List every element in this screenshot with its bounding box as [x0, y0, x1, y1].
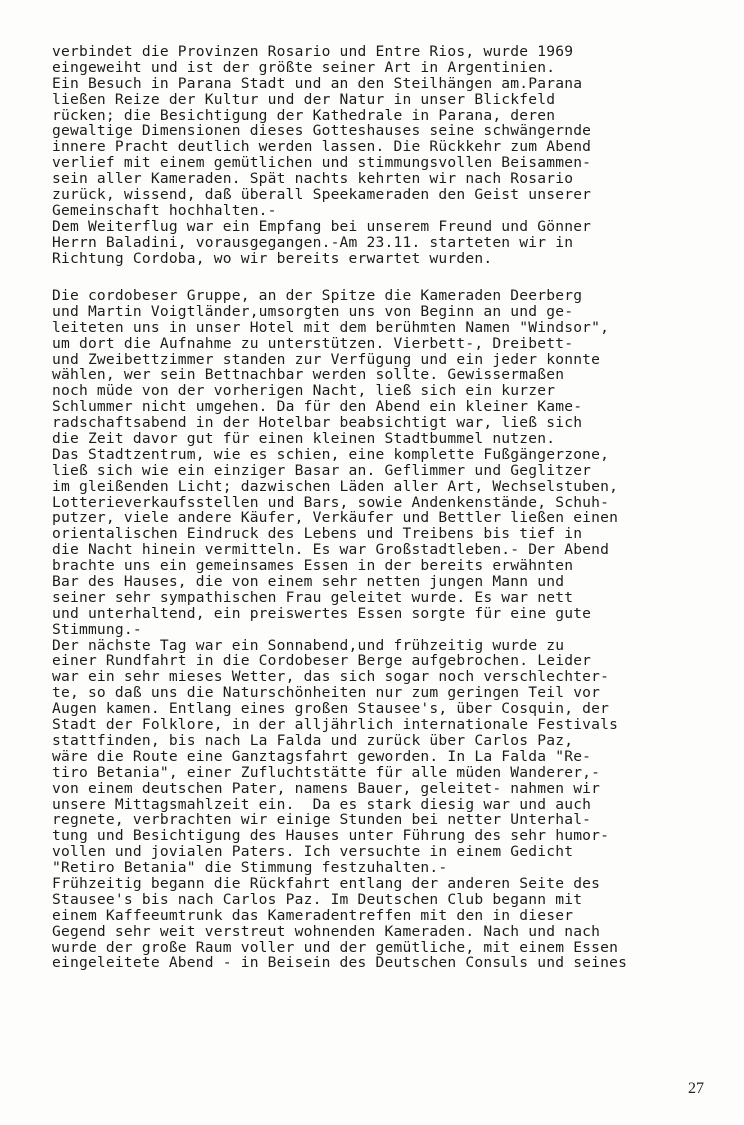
page-number: 27 [688, 1080, 704, 1097]
text-line: von einem deutschen Pater, namens Bauer, geleitet- nahmen wir [52, 779, 601, 797]
text-line: Gegend sehr weit verstreut wohnenden Kameraden. Nach und nach [52, 922, 601, 940]
text-line: zurück, wissend, daß überall Speekameraden den Geist unserer [52, 186, 592, 204]
text-line: Frühzeitig begann die Rückfahrt entlang der anderen Seite des [52, 874, 601, 892]
text-line: rücken; die Besichtigung der Kathedrale in Parana, deren [52, 106, 556, 124]
text-line: Stausee's bis nach Carlos Paz. Im Deutschen Club begann mit [52, 890, 583, 908]
text-line: putzer, viele andere Käufer, Verkäufer und Bettler ließen einen [52, 509, 619, 527]
text-line: wählen, wer sein Bettnachbar werden sollte. Gewissermaßen [52, 366, 565, 384]
text-line: Stadt der Folklore, in der alljährlich internationale Festivals [52, 716, 619, 734]
text-line: Gemeinschaft hochhalten.- [52, 201, 277, 219]
text-line: tung und Besichtigung des Hauses unter Führung des sehr humor- [52, 827, 610, 845]
text-line: Lotterieverkaufsstellen und Bars, sowie Andenkenstände, Schuh- [52, 493, 610, 511]
text-line: verbindet die Provinzen Rosario und Entre Rios, wurde 1969 [52, 43, 574, 60]
text-line: wurde der große Raum voller und der gemütliche, mit einem Essen [52, 938, 619, 956]
text-line: Augen kamen. Entlang eines großen Stausee's, über Cosquin, der [52, 700, 610, 718]
text-line: Stimmung.- [52, 620, 142, 638]
text-line: sein aller Kameraden. Spät nachts kehrten wir nach Rosario [52, 170, 574, 188]
text-line: noch müde von der vorherigen Nacht, ließ sich ein kurzer [52, 382, 556, 400]
paragraph-block-1 [52, 44, 717, 266]
text-line: Bar des Hauses, die von einem sehr netten jungen Mann und [52, 573, 565, 591]
text-line: seiner sehr sympathischen Frau geleitet wurde. Es war nett [52, 588, 574, 606]
text-line: die Nacht hinein vermitteln. Es war Großstadtleben.- Der Abend [52, 541, 610, 559]
text-line: und Martin Voigtländer,umsorgten uns von Beginn an und ge- [52, 302, 574, 320]
text-line: regnete, verbrachten wir einige Stunden bei netter Unterhal- [52, 811, 592, 829]
text-line: einer Rundfahrt in die Cordobeser Berge aufgebrochen. Leider [52, 652, 592, 670]
text-line: unsere Mittagsmahlzeit ein. Da es stark diesig war und auch [52, 795, 592, 813]
text-line: "Retiro Betania" die Stimmung festzuhalten.- [52, 859, 448, 877]
text-line: eingeleitete Abend - in Beisein des Deutschen Consuls und seines [52, 954, 628, 972]
text-line: einem Kaffeeumtrunk das Kameradentreffen mit den in dieser [52, 906, 574, 924]
text-line: vollen und jovialen Paters. Ich versuchte in einem Gedicht [52, 843, 574, 861]
text-line: te, so daß uns die Naturschönheiten nur zum geringen Teil vor [52, 684, 601, 702]
text-line: Die cordobeser Gruppe, an der Spitze die Kameraden Deerberg [52, 287, 583, 304]
text-line: um dort die Aufnahme zu unterstützen. Vierbett-, Dreibett- [52, 334, 574, 352]
text-line: und Zweibettzimmer standen zur Verfügung und ein jeder konnte [52, 350, 601, 368]
text-line: war ein sehr mieses Wetter, das sich sogar noch verschlechter- [52, 668, 610, 686]
text-line: innere Pracht deutlich werden lassen. Die Rückkehr zum Abend [52, 138, 592, 156]
text-line: im gleißenden Licht; dazwischen Läden aller Art, Wechselstuben, [52, 477, 619, 495]
text-line: tiro Betania", einer Zufluchtstätte für alle müden Wanderer,- [52, 763, 601, 781]
text-line: Dem Weiterflug war ein Empfang bei unserem Freund und Gönner [52, 217, 592, 235]
text-line: ließen Reize der Kultur und der Natur in unser Blickfeld [52, 90, 556, 108]
text-line: orientalischen Eindruck des Lebens und Treibens bis tief in [52, 525, 583, 543]
paragraph-block-2 [52, 288, 717, 971]
text-line: Der nächste Tag war ein Sonnabend,und frühzeitig wurde zu [52, 636, 565, 654]
text-line: wäre die Route eine Ganztagsfahrt geworden. In La Falda "Re- [52, 747, 592, 765]
text-line: und unterhaltend, ein preiswertes Essen sorgte für eine gute [52, 604, 592, 622]
text-line: gewaltige Dimensionen dieses Gotteshauses seine schwängernde [52, 122, 592, 140]
text-line: die Zeit davor gut für einen kleinen Stadtbummel nutzen. [52, 430, 556, 448]
text-line: Ein Besuch in Parana Stadt und an den Steilhängen am.Parana [52, 74, 583, 92]
text-line: verlief mit einem gemütlichen und stimmungsvollen Beisammen- [52, 154, 592, 172]
text-line: stattfinden, bis nach La Falda und zurück über Carlos Paz, [52, 731, 574, 749]
text-line: brachte uns ein gemeinsames Essen in der bereits erwähnten [52, 557, 574, 575]
text-line: ließ sich wie ein einziger Basar an. Geflimmer und Geglitzer [52, 461, 592, 479]
text-line: Schlummer nicht umgehen. Da für den Abend ein kleiner Kame- [52, 398, 583, 416]
text-line: Richtung Cordoba, wo wir bereits erwartet wurden. [52, 249, 493, 267]
text-line: Herrn Baladini, vorausgegangen.-Am 23.11. starteten wir in [52, 233, 574, 251]
text-line: eingeweiht und ist der größte seiner Art in Argentinien. [52, 58, 556, 76]
text-line: radschaftsabend in der Hotelbar beabsichtigt war, ließ sich [52, 414, 583, 432]
text-line: leiteten uns in unser Hotel mit dem berühmten Namen "Windsor", [52, 318, 610, 336]
text-line: Das Stadtzentrum, wie es schien, eine komplette Fußgängerzone, [52, 445, 610, 463]
